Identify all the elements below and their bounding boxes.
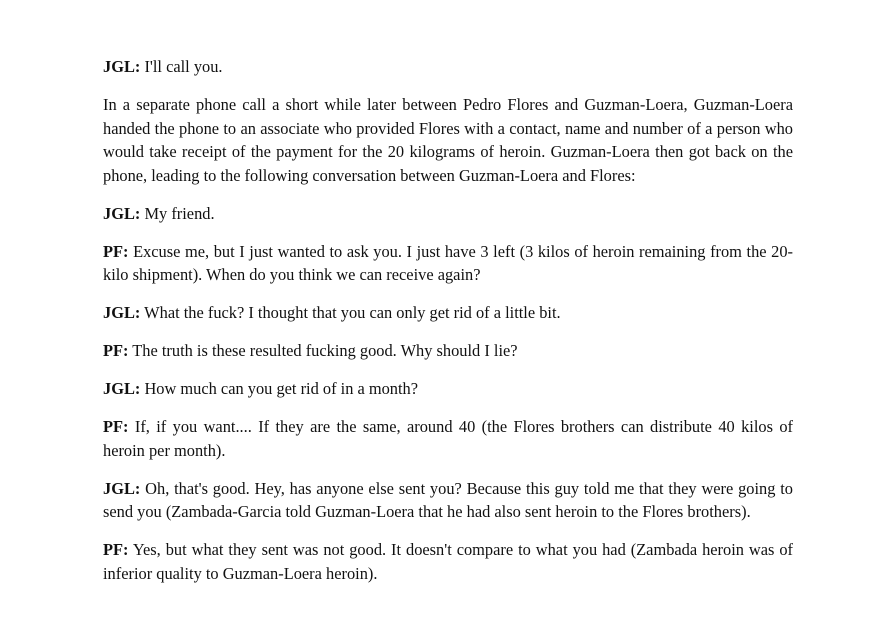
speaker-label: PF:: [103, 341, 129, 360]
dialogue-text: The truth is these resulted fucking good. Why should I lie?: [132, 341, 518, 360]
transcript-line: [103, 339, 793, 363]
speaker-label: JGL:: [103, 57, 141, 76]
dialogue-text: What the fuck? I thought that you can only get rid of a little bit.: [144, 303, 561, 322]
transcript-line: [103, 538, 793, 585]
speaker-label: PF:: [103, 417, 129, 436]
dialogue-text: My friend.: [144, 203, 215, 223]
dialogue-text: Excuse me, but I just wanted to ask you. I just have 3 left (3 kilos of heroin remaining from the 20-kilo shipment). When do you think we can receive again?: [103, 241, 793, 284]
speaker-label: JGL:: [103, 379, 141, 398]
transcript-line: [103, 240, 793, 287]
document-page: [103, 55, 793, 600]
speaker-label: PF:: [103, 540, 129, 559]
speaker-label: JGL:: [103, 478, 141, 498]
dialogue-text: I'll call you.: [144, 57, 223, 76]
transcript-line: [103, 55, 793, 79]
narrative-text: In a separate phone call a short while later between Pedro Flores and Guzman-Loera, Guzman-Loera handed the phone to an associate who provided Flores with a contact, name and number of a person who would take receipt of the payment for the 20 kilograms of heroin. Guzman-Loera then got back on the phone, leading to the following conversation between Guzman-Loera and Flores:: [103, 95, 793, 185]
transcript-line: [103, 301, 793, 325]
dialogue-text: Oh, that's good. Hey, has anyone else sent you? Because this guy told me that they were going to send you (Zambada-Garcia told Guzman-Loera that he had also sent heroin to the Flores brothers).: [103, 478, 793, 521]
transcript-line: [103, 477, 793, 524]
narrative-paragraph: [103, 93, 793, 187]
dialogue-text: How much can you get rid of in a month?: [144, 379, 419, 398]
speaker-label: PF:: [103, 241, 129, 261]
transcript-line: [103, 202, 793, 226]
transcript-line: [103, 377, 793, 401]
speaker-label: JGL:: [103, 303, 141, 322]
speaker-label: JGL:: [103, 203, 141, 223]
dialogue-text: Yes, but what they sent was not good. It doesn't compare to what you had (Zambada heroin was of inferior quality to Guzman-Loera heroin).: [103, 540, 793, 583]
transcript-line: [103, 415, 793, 462]
dialogue-text: If, if you want.... If they are the same, around 40 (the Flores brothers can distribute 40 kilos of heroin per month).: [103, 417, 793, 460]
